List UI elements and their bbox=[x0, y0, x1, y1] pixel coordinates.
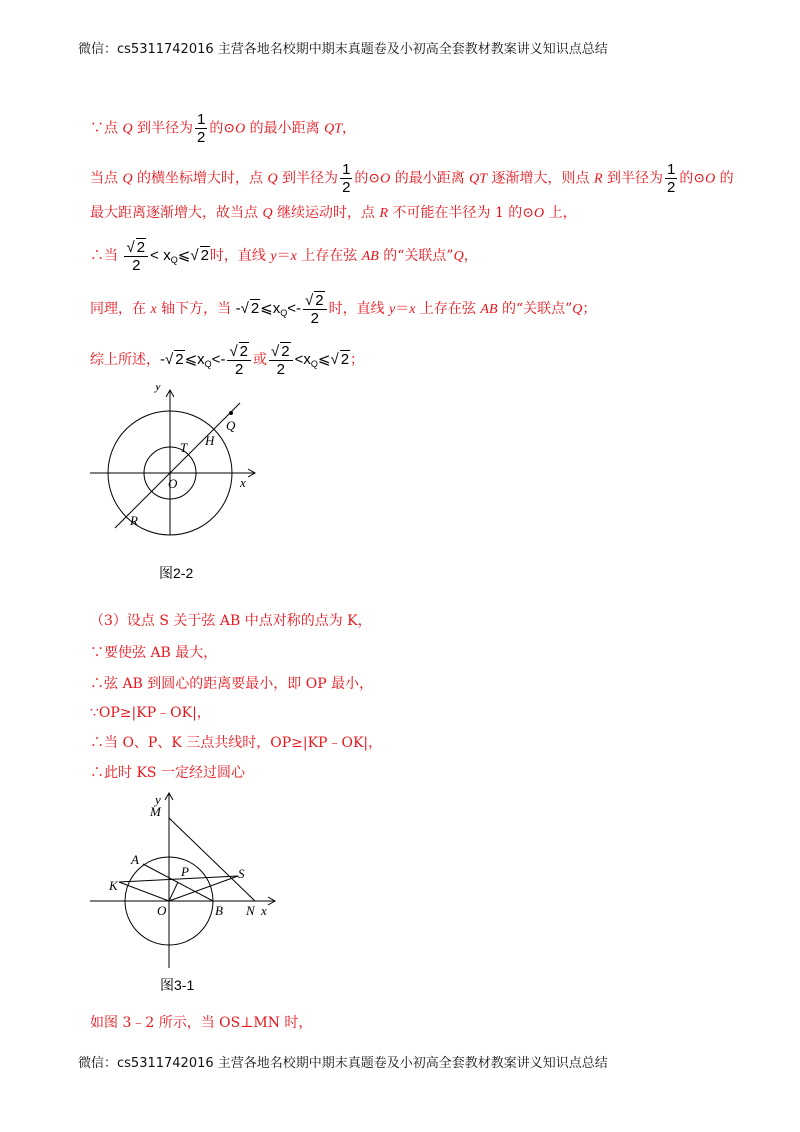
text-line-12: ∴此时 KS 一定经过圆心 bbox=[90, 765, 245, 781]
denominator: 2 bbox=[124, 256, 148, 274]
text: O bbox=[380, 171, 391, 187]
denominator: 2 bbox=[197, 129, 206, 146]
text-line-10: ∵OP≥|KP﹣OK|， bbox=[90, 705, 211, 721]
text-line-6: 综上所述，-√ $2⩽x_Q<-$ $\frac{√ 2}{2}$ 或 $\frac{√ 2}{2}$ $<x_Q⩽√$ 2； bbox=[90, 343, 365, 378]
text: Q bbox=[122, 171, 133, 187]
text: ＝ bbox=[395, 301, 410, 317]
label-o: O bbox=[157, 903, 167, 918]
text: 不可能在半径为 1 的⊙ bbox=[388, 205, 535, 221]
page-header: 微信：cs5311742016 主营各地名校期中期末真题卷及小初高全套教材教案讲义知识点总结 bbox=[78, 42, 608, 57]
label-r: R bbox=[130, 513, 138, 528]
text-line-13: 如图 3﹣2 所示，当 OS⊥MN 时， bbox=[90, 1015, 313, 1031]
text: Q bbox=[453, 249, 464, 264]
numerator: 1 bbox=[342, 161, 351, 178]
label-t: T bbox=[180, 440, 188, 455]
less-equal: ⩽ bbox=[317, 351, 331, 368]
text: Q bbox=[267, 171, 278, 187]
text: ； bbox=[350, 352, 365, 368]
text: 或 bbox=[253, 352, 268, 368]
text: 同理，在 bbox=[90, 301, 151, 317]
text: 轴下方，当 bbox=[156, 301, 236, 317]
text-line-3 bbox=[90, 202, 577, 222]
fraction-sqrt2-over-2: $\frac{√ 2}{2}$ bbox=[303, 291, 327, 327]
text: 的横坐标增大时，点 bbox=[132, 170, 268, 187]
denominator: 2 bbox=[667, 179, 676, 196]
label-a: A bbox=[131, 852, 139, 867]
subscript: Q bbox=[170, 255, 178, 265]
figure-2-2-caption: 图2-2 bbox=[159, 565, 194, 581]
label-p: P bbox=[181, 864, 189, 879]
label-n: N bbox=[246, 903, 255, 918]
text: 上， bbox=[544, 205, 577, 221]
fraction-half bbox=[340, 161, 352, 196]
text-line-9: ∴弦 AB 到圆心的距离要最小，即 OP 最小， bbox=[90, 676, 374, 692]
text: 的⊙ bbox=[354, 170, 381, 187]
text: y bbox=[389, 302, 396, 317]
label-m: M bbox=[150, 804, 161, 819]
subscript: Q bbox=[310, 359, 318, 369]
text: 的“关联点” bbox=[378, 248, 454, 264]
less-equal: ⩽ bbox=[177, 247, 191, 264]
var-x: x bbox=[303, 351, 311, 368]
text-line-8: ∵要使弦 AB 最大， bbox=[90, 645, 218, 661]
radicand: 2 bbox=[175, 351, 184, 368]
radicand: 2 bbox=[136, 239, 146, 256]
denominator: 2 bbox=[342, 179, 351, 196]
text: 继续运动时，点 bbox=[272, 205, 380, 221]
text: ＝ bbox=[276, 248, 291, 264]
text: 到半径为 bbox=[602, 170, 663, 187]
label-k: K bbox=[109, 878, 118, 893]
text: 的⊙ bbox=[679, 170, 706, 187]
figure-2-2 bbox=[85, 385, 275, 545]
text: 当点 bbox=[90, 170, 123, 187]
label-q: Q bbox=[226, 418, 236, 433]
subscript: Q bbox=[280, 308, 288, 318]
minus: - bbox=[160, 351, 165, 368]
page-footer: 微信：cs5311742016 主营各地名校期中期末真题卷及小初高全套教材教案讲义知识点总结 bbox=[78, 1056, 608, 1071]
radicand: 2 bbox=[200, 247, 209, 264]
radicand: 2 bbox=[281, 343, 290, 360]
var-x: x bbox=[272, 300, 281, 317]
text: Q bbox=[262, 206, 273, 221]
text: R bbox=[593, 171, 603, 187]
text: 的最小距离 bbox=[390, 170, 470, 187]
minus: - bbox=[235, 300, 241, 317]
radicand: 2 bbox=[250, 300, 260, 317]
text-line-4: ∴当 $\frac{√ 2}{2}$ < $x_Q⩽√$ 2时，直线 y＝x 上存在弦 AB 的“关联点”Q， bbox=[90, 239, 478, 274]
text: ， bbox=[463, 248, 478, 264]
subscript: Q bbox=[204, 359, 212, 369]
figure-3-1-caption: 图3-1 bbox=[160, 977, 195, 993]
minus: - bbox=[296, 300, 302, 317]
minus: - bbox=[220, 351, 226, 368]
text: QT bbox=[469, 171, 488, 187]
label-h: H bbox=[205, 433, 215, 448]
label-x: x bbox=[261, 903, 267, 918]
text: AB bbox=[361, 249, 379, 264]
text: 时，直线 bbox=[209, 248, 271, 264]
text: 的⊙ bbox=[209, 120, 236, 137]
less-equal: ⩽ bbox=[260, 300, 273, 317]
text: 到半径为 bbox=[132, 120, 194, 137]
less-than: < bbox=[150, 247, 159, 264]
label-o: O bbox=[168, 476, 178, 491]
text: 的最小距离 bbox=[245, 120, 325, 137]
text: x bbox=[290, 249, 297, 264]
fraction-half bbox=[195, 111, 207, 146]
less-than: < bbox=[211, 351, 221, 368]
text: ∴当 bbox=[90, 248, 123, 264]
var-x: x bbox=[197, 351, 205, 368]
text-line-1 bbox=[90, 111, 356, 146]
text: ， bbox=[342, 120, 357, 137]
numerator: 1 bbox=[197, 111, 206, 128]
line-mn bbox=[169, 818, 255, 901]
radicand: 2 bbox=[340, 351, 350, 368]
text-line-7: （3）设点 S 关于弦 AB 中点对称的点为 K， bbox=[90, 613, 372, 629]
text: 的 bbox=[715, 170, 734, 187]
text: Q bbox=[572, 302, 583, 317]
text: 综上所述， bbox=[90, 352, 160, 368]
text: 上存在弦 bbox=[415, 301, 481, 317]
fraction-sqrt2-over-2: $\frac{√ 2}{2}$ bbox=[269, 342, 293, 378]
less-than: < bbox=[287, 300, 297, 317]
text-line-5: 同理，在 x 轴下方，当 -√ $2⩽x_Q<-$ $\frac{√ 2}{2}$ 时，直线 y＝x 上存在弦 AB 的“关联点”Q； bbox=[90, 292, 597, 327]
text: AB bbox=[480, 302, 498, 317]
text: y bbox=[270, 249, 277, 264]
radicand: 2 bbox=[239, 343, 249, 360]
text: 到半径为 bbox=[277, 170, 339, 187]
figure-3-1 bbox=[85, 788, 285, 973]
text: ∵点 bbox=[90, 120, 123, 137]
text: 的“关联点” bbox=[497, 301, 573, 317]
label-x: x bbox=[240, 475, 246, 490]
denominator: 2 bbox=[303, 309, 327, 327]
text: O bbox=[705, 171, 716, 187]
var-x: x bbox=[163, 247, 171, 264]
text-line-11: ∴当 O、P、K 三点共线时，OP≥|KP﹣OK|， bbox=[90, 735, 383, 751]
text: R bbox=[379, 206, 389, 221]
label-y: y bbox=[155, 792, 161, 807]
text-line-2 bbox=[90, 161, 734, 196]
text: x bbox=[409, 302, 416, 317]
text: 上存在弦 bbox=[296, 248, 362, 264]
less-than: < bbox=[294, 351, 304, 368]
text: O bbox=[235, 121, 246, 137]
denominator: 2 bbox=[227, 360, 251, 378]
text: x bbox=[150, 302, 157, 317]
text: ； bbox=[582, 301, 597, 317]
fraction-sqrt2-over-2: $\frac{√ 2}{2}$ bbox=[227, 342, 251, 378]
numerator: 1 bbox=[667, 161, 676, 178]
point-q bbox=[229, 411, 233, 415]
text: Q bbox=[122, 121, 133, 137]
text: O bbox=[534, 206, 545, 221]
fraction-half bbox=[665, 161, 677, 196]
text: 逐渐增大，则点 bbox=[487, 170, 594, 187]
denominator: 2 bbox=[269, 360, 293, 378]
text: 最大距离逐渐增大，故当点 bbox=[90, 205, 263, 221]
text: 时，直线 bbox=[328, 301, 390, 317]
fraction-sqrt2-over-2: $\frac{√ 2}{2}$ bbox=[124, 238, 148, 274]
line-ks bbox=[119, 876, 238, 882]
line-os bbox=[169, 876, 238, 901]
label-s: S bbox=[238, 866, 245, 881]
text: QT bbox=[324, 121, 343, 137]
label-y: y bbox=[155, 385, 161, 393]
radicand: 2 bbox=[315, 292, 324, 309]
less-equal: ⩽ bbox=[184, 351, 198, 368]
label-b: B bbox=[215, 903, 223, 918]
line-y-equals-x bbox=[115, 403, 240, 528]
